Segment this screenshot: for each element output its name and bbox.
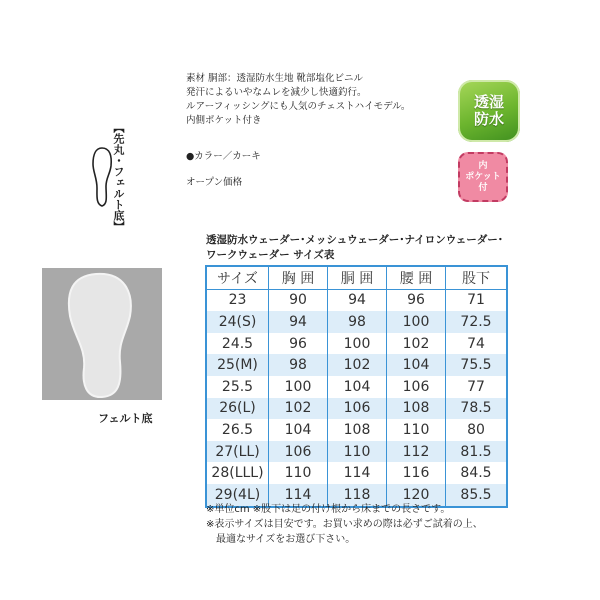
unit-note: ※単位cm ※股下は足の付け根から床までの長さです。 (206, 504, 451, 515)
table-cell: 102 (269, 398, 328, 420)
size-table-title (206, 233, 506, 263)
table-cell: 110 (269, 462, 328, 484)
table-cell: 81.5 (446, 441, 508, 463)
table-cell: 77 (446, 376, 508, 398)
photo-caption: フェルト底 (98, 412, 153, 425)
table-cell: 75.5 (446, 354, 508, 376)
table-cell: 120 (387, 484, 446, 507)
table-row (206, 289, 507, 311)
table-row (206, 376, 507, 398)
table-cell: 104 (387, 354, 446, 376)
table-cell: 96 (387, 289, 446, 311)
table-row (206, 441, 507, 463)
table-cell: 96 (269, 333, 328, 355)
size-table-title-line: ワークウェーダー サイズ表 (206, 249, 335, 261)
table-cell: 98 (269, 354, 328, 376)
table-cell: 85.5 (446, 484, 508, 507)
sole-type-label: 【先丸・フェルト底】 (112, 122, 125, 232)
column-header: 股下 (446, 266, 508, 289)
size-note-continued: 最適なサイズをお選び下さい。 (216, 534, 356, 545)
column-header: 胴 囲 (328, 266, 387, 289)
table-cell: 104 (269, 419, 328, 441)
table-cell: 25.5 (206, 376, 269, 398)
table-cell: 100 (387, 311, 446, 333)
table-cell: 24.5 (206, 333, 269, 355)
table-cell: 110 (387, 419, 446, 441)
table-cell: 27(LL) (206, 441, 269, 463)
table-cell: 71 (446, 289, 508, 311)
table-cell: 26(L) (206, 398, 269, 420)
inner-pocket-badge (458, 152, 508, 202)
table-row (206, 311, 507, 333)
table-row (206, 398, 507, 420)
table-cell: 80 (446, 419, 508, 441)
table-row (206, 333, 507, 355)
size-table-title-line: 透湿防水ウェーダー･メッシュウェーダー･ナイロンウェーダー･ (206, 234, 504, 246)
price-text: オープン価格 (186, 177, 243, 188)
column-header: 腰 囲 (387, 266, 446, 289)
material-text: 素材 胴部：透湿防水生地 靴部塩化ビニル (186, 73, 364, 84)
column-header: サイズ (206, 266, 269, 289)
table-cell: 114 (328, 462, 387, 484)
column-header: 胸 囲 (269, 266, 328, 289)
description-line: 発汗によるいやなムレを減少し快適釣行。 (186, 87, 367, 98)
table-cell: 74 (446, 333, 508, 355)
size-table (205, 265, 508, 508)
table-cell: 118 (328, 484, 387, 507)
table-cell: 102 (387, 333, 446, 355)
color-text: ●カラー／カーキ (186, 151, 261, 162)
product-description (186, 72, 486, 128)
badge-text: 透湿 (473, 93, 504, 111)
table-cell: 108 (387, 398, 446, 420)
table-cell: 90 (269, 289, 328, 311)
description-line: 内側ポケット付き (186, 115, 262, 126)
table-cell: 94 (328, 289, 387, 311)
table-cell: 106 (328, 398, 387, 420)
table-cell: 23 (206, 289, 269, 311)
table-cell: 29(4L) (206, 484, 269, 507)
table-cell: 106 (387, 376, 446, 398)
table-cell: 114 (269, 484, 328, 507)
description-line: ルアーフィッシングにも人気のチェストハイモデル。 (186, 101, 411, 112)
table-cell: 112 (387, 441, 446, 463)
badge-text: 内 (478, 160, 488, 171)
table-cell: 110 (328, 441, 387, 463)
badge-text: 付 (478, 182, 488, 193)
table-cell: 78.5 (446, 398, 508, 420)
table-cell: 84.5 (446, 462, 508, 484)
table-header-row (206, 266, 507, 289)
table-row (206, 419, 507, 441)
size-note: ※表示サイズは目安です。お買い求めの際は必ずご試着の上、 (206, 519, 483, 530)
table-cell: 102 (328, 354, 387, 376)
table-row (206, 354, 507, 376)
table-cell: 26.5 (206, 419, 269, 441)
table-cell: 106 (269, 441, 328, 463)
badge-text: 防水 (473, 110, 504, 128)
felt-sole-photo (42, 268, 162, 400)
felt-sole-image (42, 268, 162, 400)
sole-outline-icon (90, 146, 114, 208)
table-cell: 98 (328, 311, 387, 333)
badge-text: ポケット (465, 171, 501, 182)
table-cell: 116 (387, 462, 446, 484)
table-cell: 100 (328, 333, 387, 355)
table-cell: 104 (328, 376, 387, 398)
table-cell: 72.5 (446, 311, 508, 333)
table-cell: 100 (269, 376, 328, 398)
table-cell: 25(M) (206, 354, 269, 376)
table-cell: 94 (269, 311, 328, 333)
table-row (206, 462, 507, 484)
table-cell: 108 (328, 419, 387, 441)
table-cell: 24(S) (206, 311, 269, 333)
waterproof-badge (458, 80, 520, 142)
table-cell: 28(LLL) (206, 462, 269, 484)
